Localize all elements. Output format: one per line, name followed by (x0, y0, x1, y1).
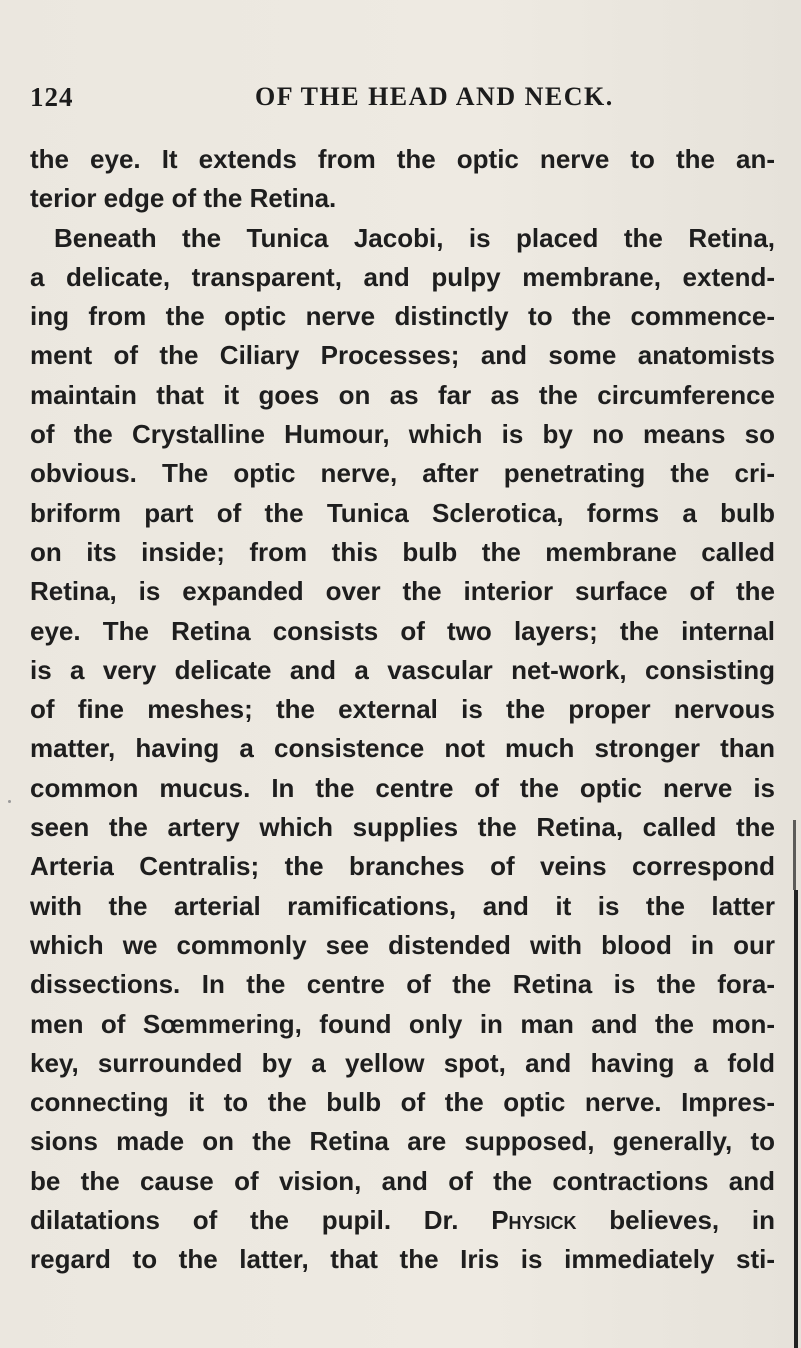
text-line: regard to the latter, that the Iris is immediately sti- (30, 1244, 775, 1275)
text-line: of fine meshes; the external is the proper nervous (30, 694, 775, 725)
text-line: is a very delicate and a vascular net-work, consisting (30, 654, 775, 685)
body-text (30, 140, 775, 1280)
running-title: OF THE HEAD AND NECK. (255, 82, 614, 111)
text-line: ing from the optic nerve distinctly to the commence- (30, 301, 775, 332)
text-line: on its inside; from this bulb the membrane called (30, 536, 775, 567)
text-line: eye. The Retina consists of two layers; the internal (30, 615, 775, 646)
line-segment: dilatations of the pupil. Dr. (30, 1205, 459, 1236)
text-line: common mucus. In the centre of the optic nerve is (30, 772, 775, 803)
text-line: sions made on the Retina are supposed, generally, to (30, 1126, 775, 1157)
text-line: maintain that it goes on as far as the circumference (30, 379, 775, 410)
text-line: Arteria Centralis; the branches of veins correspond (30, 851, 775, 882)
text-line: terior edge of the Retina. (30, 183, 337, 214)
text-line: men of Sœmmering, found only in man and the mon- (30, 1008, 775, 1039)
text-line: obvious. The optic nerve, after penetrating the cri- (30, 458, 775, 489)
text-line: connecting it to the bulb of the optic nerve. Impres- (30, 1087, 775, 1118)
text-line: be the cause of vision, and of the contractions and (30, 1165, 775, 1196)
text-line: which we commonly see distended with blood in our (30, 929, 775, 960)
text-line (30, 1201, 775, 1240)
text-line: a delicate, transparent, and pulpy membrane, extend- (30, 261, 775, 292)
running-head (30, 82, 770, 122)
scan-speck (8, 800, 11, 803)
text-line: seen the artery which supplies the Retina, called the (30, 812, 775, 843)
text-line: the eye. It extends from the optic nerve to the an- (30, 144, 775, 174)
text-line: of the Crystalline Humour, which is by no means so (30, 419, 775, 450)
page-edge-shadow (793, 820, 796, 890)
text-line: Beneath the Tunica Jacobi, is placed the Retina, (54, 222, 775, 253)
page-edge-shadow (794, 890, 798, 1348)
line-segment: believes, in (609, 1205, 775, 1236)
page-number: 124 (30, 82, 74, 112)
text-line: briform part of the Tunica Sclerotica, forms a bulb (30, 497, 775, 528)
text-line: ment of the Ciliary Processes; and some anatomists (30, 340, 775, 371)
text-line: key, surrounded by a yellow spot, and having a fold (30, 1047, 775, 1078)
text-line: matter, having a consistence not much stronger than (30, 733, 775, 764)
text-line: dissections. In the centre of the Retina is the fora- (30, 969, 775, 1000)
text-line: Retina, is expanded over the interior surface of the (30, 576, 775, 607)
text-line: with the arterial ramifications, and it is the latter (30, 890, 775, 921)
author-name: Physick (491, 1205, 577, 1236)
